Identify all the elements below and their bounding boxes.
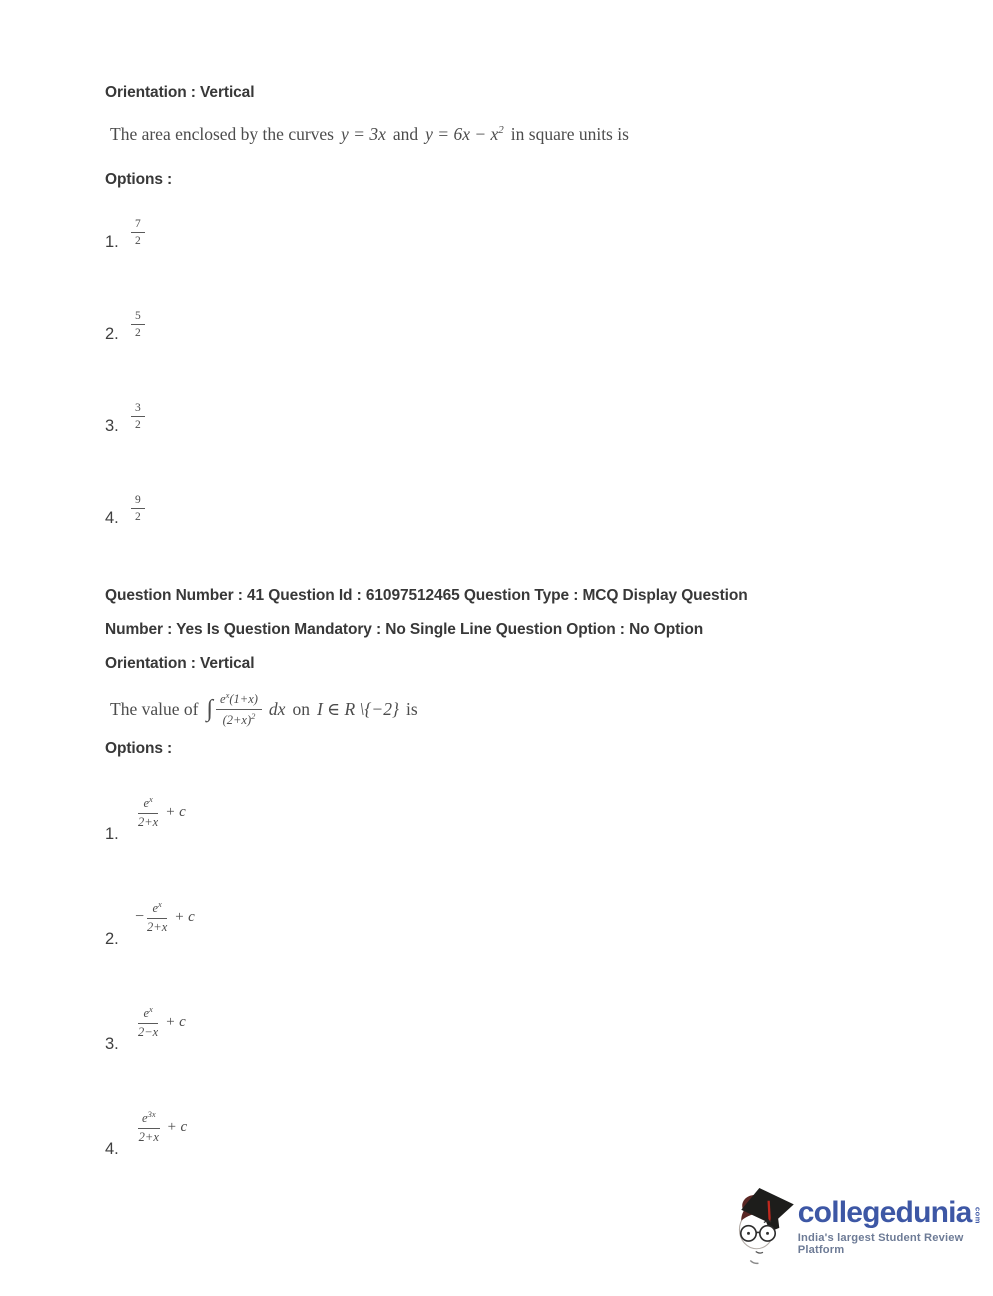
integrand-fraction: $\frac{e^x(1+x)}{(2+x)^2}$ — [216, 691, 262, 728]
option-row-3 — [105, 982, 933, 1053]
option-row-4 — [105, 483, 933, 527]
fraction-value: $\frac{3}{2}$ — [131, 402, 145, 431]
curve-expression-1: y = 3x — [341, 124, 386, 144]
option-row-1 — [105, 772, 933, 843]
metadata-line-3: Orientation : Vertical — [105, 655, 255, 672]
option-row-2 — [105, 877, 933, 948]
on-word: on — [292, 698, 310, 719]
orientation-heading-q40: Orientation : Vertical — [105, 84, 255, 101]
option-row-1 — [105, 207, 933, 251]
question-text-q40 — [110, 124, 933, 145]
option-number: 3. — [105, 417, 119, 435]
brand-tagline: India's largest Student Review Platform — [797, 1232, 964, 1256]
question-prefix: The value of — [110, 698, 199, 719]
brand-suffix: com — [973, 1207, 983, 1224]
option-expression: $\frac{e^x}{2-x}$ + c — [138, 1004, 186, 1040]
option-row-2 — [105, 299, 933, 343]
conjunction: and — [392, 124, 419, 144]
integral-sign: ∫ — [206, 695, 214, 722]
option-number: 3. — [105, 1034, 119, 1053]
option-row-4 — [105, 1087, 933, 1158]
domain-set-expression: I ∈ R \{−2} — [316, 698, 399, 719]
brand-wordmark: collegedunia — [797, 1196, 972, 1229]
option-number: 2. — [105, 325, 119, 343]
fraction-value: $\frac{9}{2}$ — [131, 494, 145, 523]
fraction-value: $\frac{5}{2}$ — [131, 310, 145, 339]
question-suffix: in square units is — [510, 124, 629, 144]
option-number: 1. — [105, 233, 119, 251]
metadata-line-1: Question Number : 41 Question Id : 61097512465 Question Type : MCQ Display Question — [105, 587, 748, 604]
option-number: 4. — [105, 509, 119, 527]
question-metadata-q41 — [105, 579, 933, 681]
question-prefix: The area enclosed by the curves — [110, 124, 334, 144]
option-row-3 — [105, 391, 933, 435]
option-expression: $\frac{e^{3x}}{2+x}$ + c — [138, 1109, 188, 1145]
option-expression: $\frac{e^x}{2+x}$ + c — [138, 794, 186, 830]
mascot-icon — [734, 1184, 794, 1270]
question-text-q41 — [110, 691, 933, 728]
fraction-value: $\frac{7}{2}$ — [131, 218, 145, 247]
option-number: 1. — [105, 824, 119, 843]
options-label-q41: Options : — [105, 739, 173, 757]
options-label-q40: Options : — [105, 171, 173, 188]
logo-text — [798, 1198, 993, 1270]
curve-expression-2: $y = 6x - x^2$ — [425, 124, 504, 144]
is-word: is — [405, 698, 418, 719]
option-number: 2. — [105, 929, 119, 948]
collegedunia-logo — [734, 1184, 993, 1270]
option-expression: − $\frac{e^x}{2+x}$ + c — [135, 899, 195, 935]
options-list-q40 — [105, 207, 933, 527]
dx-term: dx — [268, 698, 286, 719]
metadata-line-2: Number : Yes Is Question Mandatory : No Single Line Question Option : No Option — [105, 621, 704, 638]
options-list-q41 — [105, 772, 933, 1158]
option-number: 4. — [105, 1139, 119, 1158]
